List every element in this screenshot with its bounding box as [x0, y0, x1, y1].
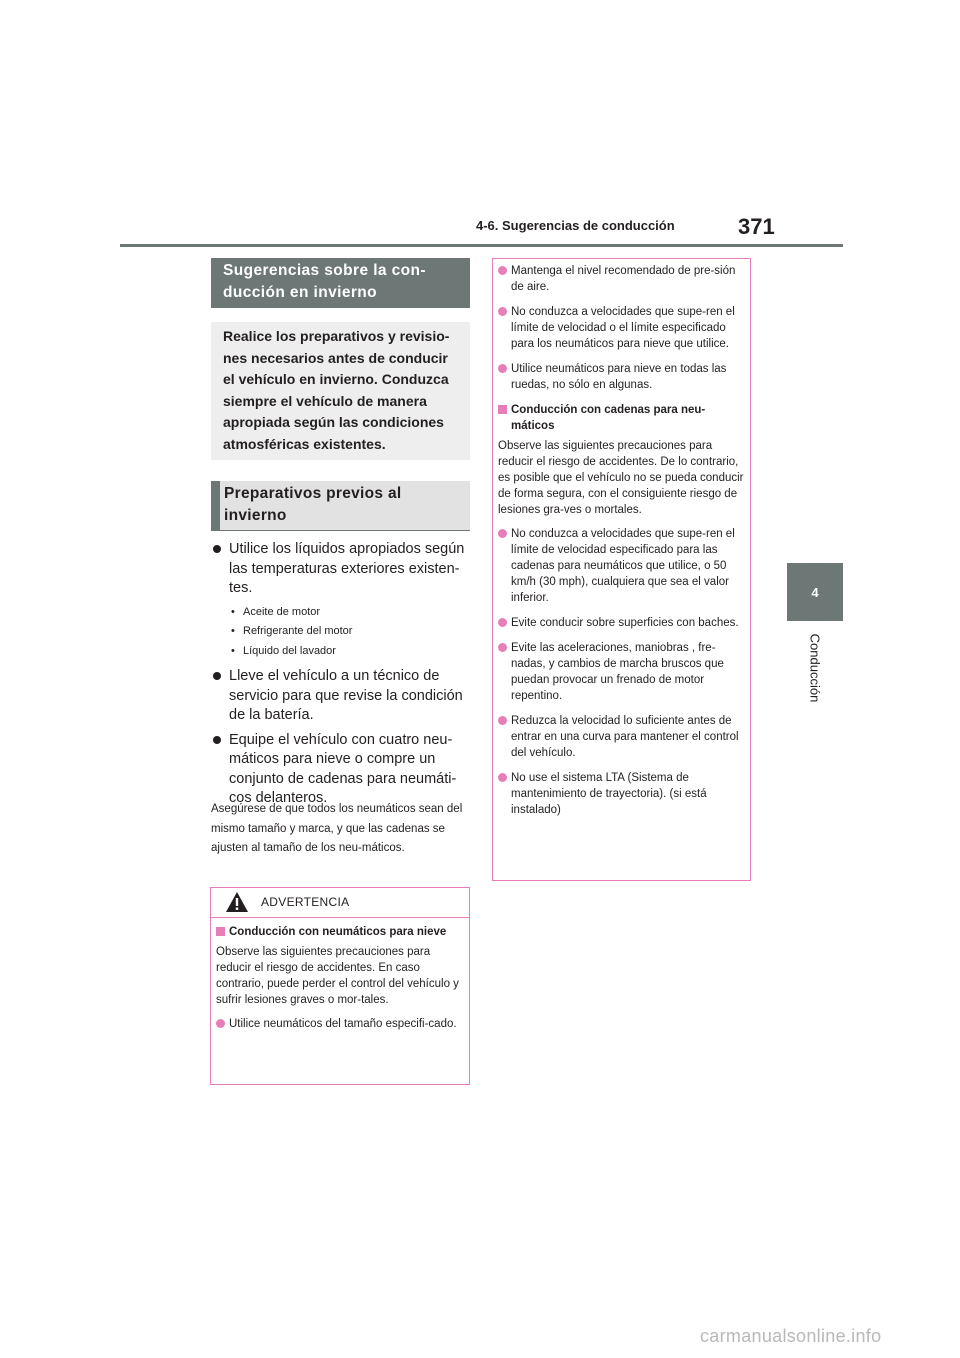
- list-item-text: Equipe el vehículo con cuatro neu-máticos para nieve o compre un conjunto de cadenas para neumáti-cos delanteros.: [229, 731, 457, 806]
- winter-driving-banner: [211, 258, 470, 308]
- warning-box: [210, 887, 470, 1085]
- list-item: [211, 731, 470, 809]
- fluid-item: • Refrigerante del motor: [229, 622, 470, 642]
- bullet-icon: [213, 545, 221, 553]
- warning-continuation-box: [492, 258, 751, 881]
- warning-triangle-icon: [225, 891, 249, 913]
- chapter-number: 4: [811, 584, 819, 600]
- bullet-icon: [213, 736, 221, 744]
- warning-body: [211, 918, 469, 1032]
- warning-header: [211, 888, 469, 918]
- warning-title: ADVERTENCIA: [261, 895, 350, 909]
- warning-subheading-text: Conducción con neumáticos para nieve: [229, 926, 447, 938]
- warning-item-text: No conduzca a velocidades que supe-ren el límite de velocidad o el límite especificado para los neumáticos para nieve que utilice.: [511, 306, 735, 350]
- warning-paragraph: Observe las siguientes precauciones para reducir el riesgo de accidentes. De lo contrario, es posible que el vehículo no se pueda conducir de forma segura, con el consiguiente riesgo de lesiones gra-ves o mortales.: [498, 440, 744, 516]
- pink-bullet-icon: [498, 643, 507, 652]
- warning-item: [498, 615, 745, 631]
- warning-item-text: No use el sistema LTA (Sistema de mantenimiento de trayectoria). (si está instalado): [511, 772, 707, 816]
- warning-item: [498, 713, 745, 761]
- warning-subheading: [216, 924, 464, 940]
- warning-item-text: Utilice neumáticos del tamaño especifi-cado.: [229, 1018, 457, 1030]
- preparation-banner: [211, 481, 470, 531]
- pink-bullet-icon: [498, 307, 507, 316]
- warning-item-text: Mantenga el nivel recomendado de pre-sión de aire.: [511, 265, 736, 293]
- warning-item: [216, 1016, 464, 1032]
- warning-item-text: Reduzca la velocidad lo suficiente antes de entrar en una curva para mantener el control del vehículo.: [511, 715, 739, 759]
- warning-item-text: Evite conducir sobre superficies con baches.: [511, 617, 739, 629]
- warning-item-text: No conduzca a velocidades que supe-ren el límite de velocidad especificado para las cadenas para neumáticos que utilice, o 50 km/h (30 mph), cualquiera que sea el valor inferior.: [511, 528, 735, 604]
- page-number: 371: [738, 214, 775, 239]
- sub-banner-title: Preparativos previos al invierno: [224, 485, 402, 524]
- pink-bullet-icon: [498, 618, 507, 627]
- banner-title: Sugerencias sobre la con-ducción en invierno: [223, 262, 426, 301]
- bullet-icon: [213, 672, 221, 680]
- square-bullet-icon: [216, 927, 225, 936]
- chapter-label-box: [784, 632, 846, 704]
- warning-item: [498, 361, 745, 393]
- pink-bullet-icon: [498, 529, 507, 538]
- fluid-item: • Aceite de motor: [229, 603, 470, 623]
- header-rule: [120, 244, 843, 247]
- tire-note: Asegúrese de que todos los neumáticos sean del mismo tamaño y marca, y que las cadenas se ajusten al tamaño de los neu-máticos.: [211, 803, 463, 854]
- warning-subheading: [498, 402, 745, 434]
- warning-item: [498, 770, 745, 818]
- fluid-list: [229, 603, 470, 662]
- warning-item: [498, 263, 745, 295]
- pink-bullet-icon: [498, 773, 507, 782]
- list-item-text: Utilice los líquidos apropiados según las temperaturas exteriores existen-tes.: [229, 541, 465, 596]
- chapter-label: Conducción: [807, 633, 823, 703]
- square-bullet-icon: [498, 405, 507, 414]
- list-item: [211, 540, 470, 661]
- warning-item: [498, 304, 745, 352]
- list-item: [211, 667, 470, 726]
- warning-item: [498, 640, 745, 704]
- preparation-list: [211, 540, 470, 814]
- warning-item: [498, 526, 745, 606]
- fluid-item: • Líquido del lavador: [229, 642, 470, 662]
- watermark: carmanualsonline.info: [700, 1326, 882, 1346]
- intro-text: Realice los preparativos y revisio-nes necesarios antes de conducir el vehículo en invierno. Conduzca siempre el vehículo de manera apropiada según las condiciones atmosféricas existentes.: [223, 328, 450, 452]
- warning-item-text: Utilice neumáticos para nieve en todas las ruedas, no sólo en algunas.: [511, 363, 727, 391]
- intro-box: [211, 322, 470, 460]
- pink-bullet-icon: [498, 716, 507, 725]
- section-title: 4-6. Sugerencias de conducción: [476, 218, 675, 233]
- chapter-tab: [787, 563, 843, 621]
- warning-paragraph: Observe las siguientes precauciones para reducir el riesgo de accidentes. En caso contrario, puede perder el control del vehículo y sufrir lesiones graves o mor-tales.: [216, 946, 459, 1006]
- list-item-text: Lleve el vehículo a un técnico de servicio para que revise la condición de la batería.: [229, 668, 463, 723]
- pink-bullet-icon: [498, 364, 507, 373]
- pink-bullet-icon: [498, 266, 507, 275]
- warning-subheading-text: Conducción con cadenas para neu-máticos: [511, 404, 706, 432]
- pink-bullet-icon: [216, 1019, 225, 1028]
- warning-item-text: Evite las aceleraciones, maniobras , fre-nadas, y cambios de marcha bruscos que puedan provocar un frenado de motor repentino.: [511, 642, 724, 702]
